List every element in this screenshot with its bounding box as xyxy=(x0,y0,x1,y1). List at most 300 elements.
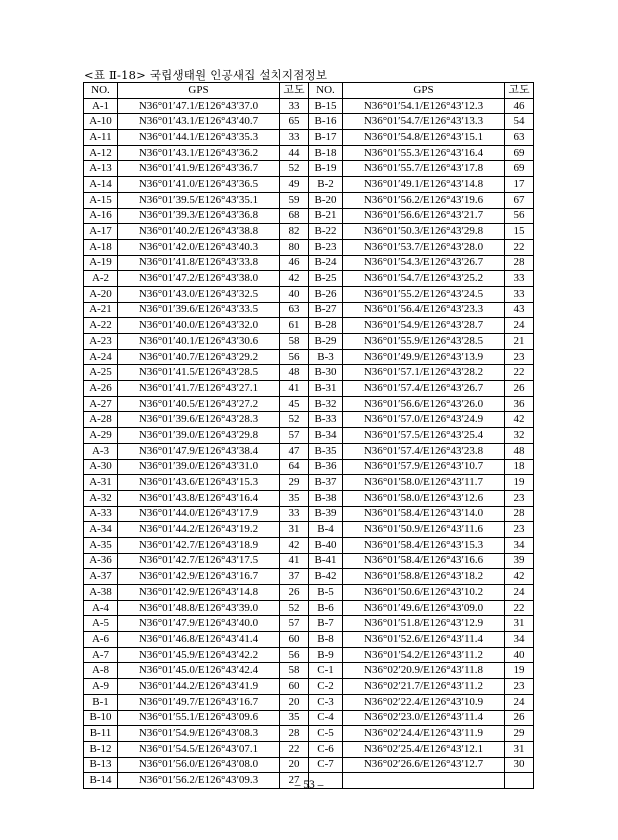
cell-no: B-32 xyxy=(309,396,343,412)
cell-gps: N36°01′55.3/E126°43′16.4 xyxy=(343,145,505,161)
cell-gps: N36°01′55.9/E126°43′28.5 xyxy=(343,334,505,350)
table-row xyxy=(84,255,534,271)
cell-no: C-1 xyxy=(309,663,343,679)
cell-gps: N36°01′49.1/E126°43′14.8 xyxy=(343,177,505,193)
cell-gps: N36°02′20.9/E126°43′11.8 xyxy=(343,663,505,679)
cell-altitude: 21 xyxy=(505,334,534,350)
cell-no: B-4 xyxy=(309,522,343,538)
cell-no: A-34 xyxy=(84,522,118,538)
cell-gps: N36°01′41.9/E126°43′36.7 xyxy=(118,161,280,177)
cell-no: B-12 xyxy=(84,741,118,757)
cell-no: B-8 xyxy=(309,632,343,648)
cell-no: B-34 xyxy=(309,428,343,444)
cell-altitude: 45 xyxy=(280,396,309,412)
cell-gps: N36°01′55.1/E126°43′09.6 xyxy=(118,710,280,726)
cell-altitude: 52 xyxy=(280,412,309,428)
cell-altitude: 49 xyxy=(280,177,309,193)
cell-no: C-2 xyxy=(309,679,343,695)
cell-no: A-16 xyxy=(84,208,118,224)
cell-altitude: 56 xyxy=(280,349,309,365)
cell-gps: N36°01′49.6/E126°43′09.0 xyxy=(343,600,505,616)
cell-altitude: 22 xyxy=(505,239,534,255)
cell-altitude: 35 xyxy=(280,490,309,506)
cell-gps: N36°01′53.7/E126°43′28.0 xyxy=(343,239,505,255)
cell-altitude: 29 xyxy=(505,726,534,742)
cell-no: A-19 xyxy=(84,255,118,271)
cell-altitude: 80 xyxy=(280,239,309,255)
cell-no: C-6 xyxy=(309,741,343,757)
cell-altitude: 33 xyxy=(280,130,309,146)
cell-gps: N36°01′52.6/E126°43′11.4 xyxy=(343,632,505,648)
cell-gps: N36°01′41.5/E126°43′28.5 xyxy=(118,365,280,381)
cell-gps: N36°01′39.6/E126°43′28.3 xyxy=(118,412,280,428)
cell-altitude: 69 xyxy=(505,161,534,177)
cell-gps: N36°01′39.5/E126°43′35.1 xyxy=(118,192,280,208)
table-row xyxy=(84,569,534,585)
cell-no: B-27 xyxy=(309,302,343,318)
cell-gps: N36°01′56.4/E126°43′23.3 xyxy=(343,302,505,318)
table-row xyxy=(84,537,534,553)
cell-gps: N36°01′50.3/E126°43′29.8 xyxy=(343,224,505,240)
cell-gps: N36°01′54.8/E126°43′15.1 xyxy=(343,130,505,146)
cell-gps: N36°01′58.4/E126°43′14.0 xyxy=(343,506,505,522)
cell-no: A-4 xyxy=(84,600,118,616)
cell-altitude: 22 xyxy=(280,741,309,757)
cell-altitude: 60 xyxy=(280,632,309,648)
header-no: NO. xyxy=(84,83,118,99)
cell-altitude: 23 xyxy=(505,349,534,365)
cell-no: B-18 xyxy=(309,145,343,161)
table-row xyxy=(84,114,534,130)
cell-no: B-2 xyxy=(309,177,343,193)
table-row xyxy=(84,616,534,632)
table-row xyxy=(84,302,534,318)
cell-altitude: 47 xyxy=(280,443,309,459)
cell-altitude: 19 xyxy=(505,663,534,679)
cell-gps: N36°01′45.0/E126°43′42.4 xyxy=(118,663,280,679)
cell-gps: N36°01′41.0/E126°43′36.5 xyxy=(118,177,280,193)
cell-no: B-16 xyxy=(309,114,343,130)
cell-altitude: 20 xyxy=(280,694,309,710)
table-row xyxy=(84,177,534,193)
cell-no: A-37 xyxy=(84,569,118,585)
cell-no: A-2 xyxy=(84,271,118,287)
cell-altitude: 48 xyxy=(505,443,534,459)
cell-no: A-18 xyxy=(84,239,118,255)
table-row xyxy=(84,600,534,616)
cell-gps: N36°01′56.0/E126°43′08.0 xyxy=(118,757,280,773)
cell-no: B-15 xyxy=(309,98,343,114)
cell-altitude: 48 xyxy=(280,365,309,381)
cell-altitude: 30 xyxy=(505,757,534,773)
cell-gps: N36°01′49.9/E126°43′13.9 xyxy=(343,349,505,365)
cell-gps: N36°01′43.0/E126°43′32.5 xyxy=(118,286,280,302)
cell-altitude: 61 xyxy=(280,318,309,334)
cell-no: B-3 xyxy=(309,349,343,365)
cell-no: B-14 xyxy=(84,773,118,789)
cell-no: A-26 xyxy=(84,381,118,397)
cell-no: A-5 xyxy=(84,616,118,632)
cell-no: B-31 xyxy=(309,381,343,397)
cell-no: A-10 xyxy=(84,114,118,130)
cell-altitude: 37 xyxy=(280,569,309,585)
cell-gps: N36°01′39.3/E126°43′36.8 xyxy=(118,208,280,224)
cell-altitude: 19 xyxy=(505,475,534,491)
cell-gps: N36°01′39.0/E126°43′31.0 xyxy=(118,459,280,475)
header-gps: GPS xyxy=(118,83,280,99)
cell-altitude: 27 xyxy=(280,773,309,789)
cell-altitude: 17 xyxy=(505,177,534,193)
table-row xyxy=(84,224,534,240)
cell-no: B-40 xyxy=(309,537,343,553)
cell-no: B-30 xyxy=(309,365,343,381)
cell-altitude: 52 xyxy=(280,600,309,616)
table-row xyxy=(84,396,534,412)
cell-gps: N36°01′44.1/E126°43′35.3 xyxy=(118,130,280,146)
cell-altitude: 28 xyxy=(505,506,534,522)
cell-no: A-27 xyxy=(84,396,118,412)
cell-no: B-17 xyxy=(309,130,343,146)
cell-no: B-5 xyxy=(309,585,343,601)
cell-no: B-11 xyxy=(84,726,118,742)
cell-altitude: 63 xyxy=(505,130,534,146)
table-row xyxy=(84,585,534,601)
table-row xyxy=(84,679,534,695)
cell-gps: N36°01′58.0/E126°43′12.6 xyxy=(343,490,505,506)
table-row xyxy=(84,632,534,648)
cell-no: B-28 xyxy=(309,318,343,334)
cell-altitude: 33 xyxy=(280,98,309,114)
cell-gps: N36°01′47.2/E126°43′38.0 xyxy=(118,271,280,287)
cell-gps: N36°01′42.7/E126°43′18.9 xyxy=(118,537,280,553)
cell-gps: N36°01′56.6/E126°43′21.7 xyxy=(343,208,505,224)
cell-altitude: 41 xyxy=(280,381,309,397)
cell-altitude: 57 xyxy=(280,616,309,632)
cell-altitude: 24 xyxy=(505,694,534,710)
cell-altitude: 42 xyxy=(505,412,534,428)
cell-gps: N36°01′56.2/E126°43′09.3 xyxy=(118,773,280,789)
cell-altitude: 63 xyxy=(280,302,309,318)
cell-altitude: 39 xyxy=(505,553,534,569)
cell-altitude: 18 xyxy=(505,459,534,475)
cell-altitude: 22 xyxy=(505,600,534,616)
cell-gps: N36°01′44.2/E126°43′41.9 xyxy=(118,679,280,695)
cell-altitude: 31 xyxy=(505,616,534,632)
cell-gps: N36°01′43.8/E126°43′16.4 xyxy=(118,490,280,506)
cell-no: A-33 xyxy=(84,506,118,522)
cell-gps: N36°01′54.9/E126°43′08.3 xyxy=(118,726,280,742)
cell-altitude: 46 xyxy=(280,255,309,271)
cell-gps: N36°01′46.8/E126°43′41.4 xyxy=(118,632,280,648)
cell-gps: N36°01′58.4/E126°43′16.6 xyxy=(343,553,505,569)
cell-no: B-1 xyxy=(84,694,118,710)
cell-gps: N36°01′45.9/E126°43′42.2 xyxy=(118,647,280,663)
cell-no: A-31 xyxy=(84,475,118,491)
cell-gps: N36°01′54.2/E126°43′11.2 xyxy=(343,647,505,663)
cell-altitude: 58 xyxy=(280,663,309,679)
cell-altitude: 31 xyxy=(505,741,534,757)
cell-altitude: 42 xyxy=(280,271,309,287)
table-row xyxy=(84,412,534,428)
cell-no: B-20 xyxy=(309,192,343,208)
cell-altitude: 36 xyxy=(505,396,534,412)
cell-gps: N36°02′22.4/E126°43′10.9 xyxy=(343,694,505,710)
cell-no: C-4 xyxy=(309,710,343,726)
cell-gps: N36°01′54.7/E126°43′25.2 xyxy=(343,271,505,287)
cell-altitude: 24 xyxy=(505,585,534,601)
cell-gps: N36°01′40.2/E126°43′38.8 xyxy=(118,224,280,240)
cell-altitude: 44 xyxy=(280,145,309,161)
cell-altitude: 54 xyxy=(505,114,534,130)
cell-gps: N36°01′39.0/E126°43′29.8 xyxy=(118,428,280,444)
cell-no: B-35 xyxy=(309,443,343,459)
cell-altitude: 57 xyxy=(280,428,309,444)
cell-altitude: 29 xyxy=(280,475,309,491)
table-row xyxy=(84,98,534,114)
page-number: – 53 – xyxy=(294,779,324,791)
cell-no: A-13 xyxy=(84,161,118,177)
cell-gps: N36°01′57.4/E126°43′26.7 xyxy=(343,381,505,397)
cell-no: B-38 xyxy=(309,490,343,506)
cell-gps: N36°01′42.9/E126°43′16.7 xyxy=(118,569,280,585)
table-row xyxy=(84,490,534,506)
table-row xyxy=(84,428,534,444)
nest-box-location-table xyxy=(83,82,534,789)
cell-altitude: 64 xyxy=(280,459,309,475)
cell-gps: N36°01′57.1/E126°43′28.2 xyxy=(343,365,505,381)
table-row xyxy=(84,130,534,146)
table-row xyxy=(84,741,534,757)
cell-altitude: 26 xyxy=(505,710,534,726)
table-row xyxy=(84,145,534,161)
cell-altitude: 23 xyxy=(505,522,534,538)
cell-gps: N36°01′47.9/E126°43′38.4 xyxy=(118,443,280,459)
table-row xyxy=(84,726,534,742)
table-body xyxy=(84,98,534,788)
cell-gps: N36°01′43.1/E126°43′40.7 xyxy=(118,114,280,130)
cell-gps: N36°01′54.7/E126°43′13.3 xyxy=(343,114,505,130)
cell-gps: N36°01′54.3/E126°43′26.7 xyxy=(343,255,505,271)
cell-no: B-42 xyxy=(309,569,343,585)
table-row xyxy=(84,647,534,663)
table-row xyxy=(84,334,534,350)
cell-gps: N36°01′42.9/E126°43′14.8 xyxy=(118,585,280,601)
cell-no: B-29 xyxy=(309,334,343,350)
cell-altitude: 34 xyxy=(505,537,534,553)
cell-gps: N36°01′50.9/E126°43′11.6 xyxy=(343,522,505,538)
cell-altitude: 42 xyxy=(280,537,309,553)
cell-gps: N36°01′57.5/E126°43′25.4 xyxy=(343,428,505,444)
cell-no: B-19 xyxy=(309,161,343,177)
cell-no: A-11 xyxy=(84,130,118,146)
cell-no: A-3 xyxy=(84,443,118,459)
header-altitude: 고도 xyxy=(505,83,534,99)
cell-no: A-12 xyxy=(84,145,118,161)
cell-gps: N36°01′44.0/E126°43′17.9 xyxy=(118,506,280,522)
cell-gps: N36°01′43.1/E126°43′36.2 xyxy=(118,145,280,161)
cell-no: B-22 xyxy=(309,224,343,240)
cell-altitude: 28 xyxy=(505,255,534,271)
cell-gps: N36°01′57.0/E126°43′24.9 xyxy=(343,412,505,428)
cell-gps: N36°01′50.6/E126°43′10.2 xyxy=(343,585,505,601)
cell-altitude: 56 xyxy=(505,208,534,224)
table-row xyxy=(84,757,534,773)
cell-altitude: 26 xyxy=(280,585,309,601)
cell-altitude: 69 xyxy=(505,145,534,161)
table-row xyxy=(84,443,534,459)
cell-altitude: 35 xyxy=(280,710,309,726)
table-row xyxy=(84,710,534,726)
cell-altitude: 41 xyxy=(280,553,309,569)
cell-gps: N36°01′44.2/E126°43′19.2 xyxy=(118,522,280,538)
table-row xyxy=(84,365,534,381)
table-row xyxy=(84,239,534,255)
cell-gps: N36°01′41.8/E126°43′33.8 xyxy=(118,255,280,271)
cell-no: A-6 xyxy=(84,632,118,648)
cell-gps: N36°02′26.6/E126°43′12.7 xyxy=(343,757,505,773)
cell-no: A-14 xyxy=(84,177,118,193)
cell-no: A-1 xyxy=(84,98,118,114)
header-no: NO. xyxy=(309,83,343,99)
table-header-row xyxy=(84,83,534,99)
cell-no: B-36 xyxy=(309,459,343,475)
cell-gps: N36°01′58.4/E126°43′15.3 xyxy=(343,537,505,553)
cell-gps: N36°01′40.0/E126°43′32.0 xyxy=(118,318,280,334)
cell-gps: N36°02′23.0/E126°43′11.4 xyxy=(343,710,505,726)
cell-no: B-9 xyxy=(309,647,343,663)
table-row xyxy=(84,271,534,287)
cell-no: C-7 xyxy=(309,757,343,773)
cell-gps: N36°01′47.1/E126°43′37.0 xyxy=(118,98,280,114)
table-row xyxy=(84,381,534,397)
cell-altitude: 65 xyxy=(280,114,309,130)
cell-gps: N36°02′25.4/E126°43′12.1 xyxy=(343,741,505,757)
cell-gps: N36°01′57.9/E126°43′10.7 xyxy=(343,459,505,475)
cell-altitude: 40 xyxy=(280,286,309,302)
cell-altitude: 31 xyxy=(280,522,309,538)
cell-no: B-33 xyxy=(309,412,343,428)
cell-gps: N36°01′55.7/E126°43′17.8 xyxy=(343,161,505,177)
table-caption: <표 Ⅱ-18> 국립생태원 인공새집 설치지점정보 xyxy=(84,68,328,82)
cell-no: B-13 xyxy=(84,757,118,773)
cell-no: B-10 xyxy=(84,710,118,726)
cell-altitude: 33 xyxy=(280,506,309,522)
table-row xyxy=(84,694,534,710)
cell-no: B-23 xyxy=(309,239,343,255)
cell-no: C-3 xyxy=(309,694,343,710)
cell-no: A-20 xyxy=(84,286,118,302)
cell-gps: N36°01′58.0/E126°43′11.7 xyxy=(343,475,505,491)
table-row xyxy=(84,522,534,538)
cell-no: A-32 xyxy=(84,490,118,506)
cell-gps: N36°01′40.7/E126°43′29.2 xyxy=(118,349,280,365)
cell-altitude: 68 xyxy=(280,208,309,224)
cell-no: A-38 xyxy=(84,585,118,601)
cell-gps: N36°01′56.6/E126°43′26.0 xyxy=(343,396,505,412)
cell-altitude: 24 xyxy=(505,318,534,334)
table-row xyxy=(84,553,534,569)
cell-no: A-22 xyxy=(84,318,118,334)
header-altitude: 고도 xyxy=(280,83,309,99)
cell-no: A-17 xyxy=(84,224,118,240)
cell-altitude: 46 xyxy=(505,98,534,114)
cell-gps: N36°02′21.7/E126°43′11.2 xyxy=(343,679,505,695)
cell-gps: N36°01′43.6/E126°43′15.3 xyxy=(118,475,280,491)
header-gps: GPS xyxy=(343,83,505,99)
cell-altitude: 58 xyxy=(280,334,309,350)
table-row xyxy=(84,286,534,302)
table-row xyxy=(84,349,534,365)
cell-altitude: 52 xyxy=(280,161,309,177)
cell-altitude: 56 xyxy=(280,647,309,663)
cell-no: B-7 xyxy=(309,616,343,632)
cell-altitude: 82 xyxy=(280,224,309,240)
table-row xyxy=(84,208,534,224)
cell-gps: N36°01′57.4/E126°43′23.8 xyxy=(343,443,505,459)
cell-gps: N36°01′42.0/E126°43′40.3 xyxy=(118,239,280,255)
cell-gps: N36°01′54.5/E126°43′07.1 xyxy=(118,741,280,757)
cell-gps: N36°01′51.8/E126°43′12.9 xyxy=(343,616,505,632)
cell-altitude: 43 xyxy=(505,302,534,318)
cell-gps: N36°01′56.2/E126°43′19.6 xyxy=(343,192,505,208)
cell-gps: N36°01′39.6/E126°43′33.5 xyxy=(118,302,280,318)
cell-no: B-24 xyxy=(309,255,343,271)
cell-altitude: 22 xyxy=(505,365,534,381)
cell-no: A-24 xyxy=(84,349,118,365)
cell-altitude: 15 xyxy=(505,224,534,240)
table-row xyxy=(84,663,534,679)
cell-no: B-25 xyxy=(309,271,343,287)
cell-gps: N36°01′48.8/E126°43′39.0 xyxy=(118,600,280,616)
cell-altitude: 26 xyxy=(505,381,534,397)
table-row xyxy=(84,459,534,475)
cell-gps: N36°01′42.7/E126°43′17.5 xyxy=(118,553,280,569)
cell-gps: N36°01′49.7/E126°43′16.7 xyxy=(118,694,280,710)
cell-altitude: 34 xyxy=(505,632,534,648)
table-row xyxy=(84,161,534,177)
cell-no: A-7 xyxy=(84,647,118,663)
cell-altitude: 60 xyxy=(280,679,309,695)
cell-gps: N36°01′58.8/E126°43′18.2 xyxy=(343,569,505,585)
table-row xyxy=(84,475,534,491)
cell-no: B-37 xyxy=(309,475,343,491)
cell-gps: N36°01′47.9/E126°43′40.0 xyxy=(118,616,280,632)
cell-altitude: 23 xyxy=(505,679,534,695)
cell-no: B-39 xyxy=(309,506,343,522)
cell-no: B-26 xyxy=(309,286,343,302)
cell-altitude: 33 xyxy=(505,271,534,287)
cell-no: A-8 xyxy=(84,663,118,679)
cell-no: A-25 xyxy=(84,365,118,381)
cell-gps: N36°01′40.1/E126°43′30.6 xyxy=(118,334,280,350)
cell-gps: N36°01′54.9/E126°43′28.7 xyxy=(343,318,505,334)
cell-no: B-41 xyxy=(309,553,343,569)
cell-altitude: 32 xyxy=(505,428,534,444)
cell-gps: N36°01′41.7/E126°43′27.1 xyxy=(118,381,280,397)
cell-no: C-5 xyxy=(309,726,343,742)
cell-no: B-21 xyxy=(309,208,343,224)
table-row xyxy=(84,506,534,522)
cell-no: A-21 xyxy=(84,302,118,318)
cell-no: A-29 xyxy=(84,428,118,444)
cell-altitude: 20 xyxy=(280,757,309,773)
cell-gps: N36°02′24.4/E126°43′11.9 xyxy=(343,726,505,742)
cell-altitude: 59 xyxy=(280,192,309,208)
cell-altitude: 28 xyxy=(280,726,309,742)
cell-gps: N36°01′54.1/E126°43′12.3 xyxy=(343,98,505,114)
cell-no: A-15 xyxy=(84,192,118,208)
table-row xyxy=(84,192,534,208)
